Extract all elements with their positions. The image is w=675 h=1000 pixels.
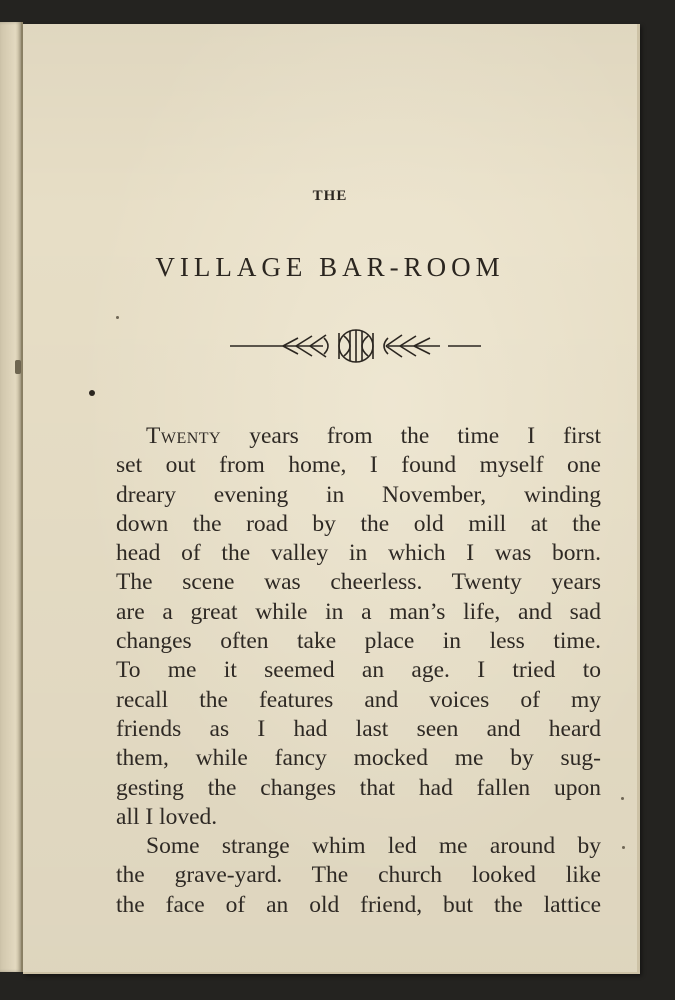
paper-speck xyxy=(621,797,624,800)
text-line: head of the valley in which I was born. xyxy=(116,540,601,567)
text-line: are a great while in a man’s life, and sad xyxy=(116,598,601,625)
text-line: down the road by the old mill at the xyxy=(116,510,601,537)
text-line: all I loved. xyxy=(116,803,218,830)
decorative-ornament-icon xyxy=(228,324,483,366)
binding-staple xyxy=(15,360,21,374)
text-line: gesting the changes that had fallen upon xyxy=(116,774,601,801)
text-line: the face of an old friend, but the lattice xyxy=(116,891,601,918)
text-line: The scene was cheerless. Twenty years xyxy=(116,569,601,596)
text-line: the grave-yard. The church looked like xyxy=(116,862,601,889)
text-line xyxy=(116,422,601,451)
body-text xyxy=(116,422,601,920)
chapter-title: VILLAGE BAR-ROOM xyxy=(155,252,505,282)
text-line: set out from home, I found myself one xyxy=(116,452,601,479)
paper-speck xyxy=(622,846,625,849)
lead-word: Twenty xyxy=(146,423,222,449)
text-line: friends as I had last seen and heard xyxy=(116,715,601,742)
text-line: them, while fancy mocked me by sug- xyxy=(116,745,601,772)
text-line: changes often take place in less time. xyxy=(116,628,601,655)
running-head: THE xyxy=(312,188,348,204)
left-page-edge xyxy=(0,22,22,972)
ink-dot xyxy=(89,390,95,396)
text-line: dreary evening in November, winding xyxy=(116,481,601,508)
paper-speck xyxy=(116,316,119,319)
text-line: To me it seemed an age. I tried to xyxy=(116,657,601,684)
book-page xyxy=(23,24,640,974)
text-line: recall the features and voices of my xyxy=(116,686,601,713)
text-line-rest: years from the time I first xyxy=(249,423,602,449)
text-line: Some strange whim led me around by xyxy=(146,833,601,860)
